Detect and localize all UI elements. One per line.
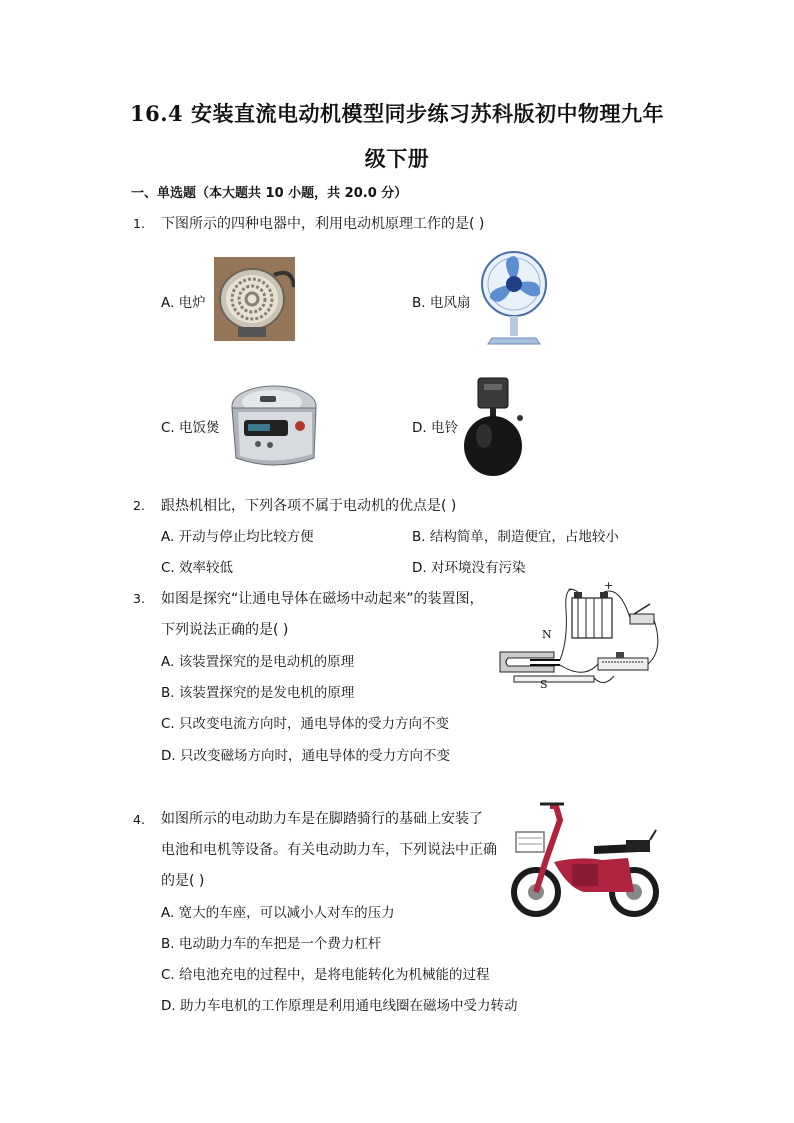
q2-option-c[interactable]: C. 效率较低 bbox=[161, 560, 234, 576]
question-4-text-line3: 的是( ) bbox=[161, 873, 205, 889]
q3-option-b[interactable]: B. 该装置探究的是发电机的原理 bbox=[161, 685, 355, 701]
question-2-text: 跟热机相比，下列各项不属于电动机的优点是( ) bbox=[161, 498, 457, 514]
q1-option-a[interactable]: A. 电炉 bbox=[161, 295, 206, 311]
q2-option-d[interactable]: D. 对环境没有污染 bbox=[412, 560, 526, 576]
electric-stove-image bbox=[214, 257, 295, 341]
q4-option-a[interactable]: A. 宽大的车座，可以减小人对车的压力 bbox=[161, 905, 395, 921]
q3-option-c[interactable]: C. 只改变电流方向时，通电导体的受力方向不变 bbox=[161, 716, 450, 732]
battery-plus-label: + bbox=[604, 580, 614, 592]
q4-option-c[interactable]: C. 给电池充电的过程中，是将电能转化为机械能的过程 bbox=[161, 967, 490, 983]
electric-bicycle-image bbox=[510, 800, 662, 918]
q2-option-a[interactable]: A. 开动与停止均比较方便 bbox=[161, 529, 314, 545]
question-1-number: 1. bbox=[133, 216, 145, 231]
q3-option-d[interactable]: D. 只改变磁场方向时，通电导体的受力方向不变 bbox=[161, 748, 450, 764]
question-4-number: 4. bbox=[133, 812, 145, 827]
motor-apparatus-diagram bbox=[494, 580, 666, 692]
section-heading: 一、单选题（本大题共 10 小题，共 20.0 分） bbox=[131, 186, 408, 201]
electric-fan-image bbox=[478, 250, 550, 346]
question-3-number: 3. bbox=[133, 591, 145, 606]
rice-cooker-image bbox=[228, 378, 320, 470]
question-1-text: 下图所示的四种电器中，利用电动机原理工作的是( ) bbox=[161, 216, 485, 232]
magnet-s-label: S bbox=[540, 678, 548, 691]
magnet-n-label: N bbox=[542, 628, 552, 641]
question-3-text-line2: 下列说法正确的是( ) bbox=[161, 622, 289, 638]
page-title-line2: 级下册 bbox=[364, 146, 430, 171]
q4-option-b[interactable]: B. 电动助力车的车把是一个费力杠杆 bbox=[161, 936, 382, 952]
electric-bell-image bbox=[462, 376, 524, 478]
question-4-text-line1: 如图所示的电动助力车是在脚踏骑行的基础上安装了 bbox=[161, 811, 483, 827]
question-3-text-line1: 如图是探究“让通电导体在磁场中动起来”的装置图， bbox=[161, 591, 484, 607]
battery-minus-label: - bbox=[568, 582, 572, 595]
question-4-text-line2: 电池和电机等设备。有关电动助力车，下列说法中正确 bbox=[161, 842, 497, 858]
question-2-number: 2. bbox=[133, 498, 145, 513]
q1-option-d[interactable]: D. 电铃 bbox=[412, 420, 458, 436]
q1-option-c[interactable]: C. 电饭煲 bbox=[161, 420, 220, 436]
q3-option-a[interactable]: A. 该装置探究的是电动机的原理 bbox=[161, 654, 355, 670]
q2-option-b[interactable]: B. 结构简单，制造便宜，占地较小 bbox=[412, 529, 619, 545]
q4-option-d[interactable]: D. 助力车电机的工作原理是利用通电线圈在磁场中受力转动 bbox=[161, 998, 518, 1014]
page-title-line1: 16.4 安装直流电动机模型同步练习苏科版初中物理九年 bbox=[130, 101, 664, 126]
q1-option-b[interactable]: B. 电风扇 bbox=[412, 295, 471, 311]
